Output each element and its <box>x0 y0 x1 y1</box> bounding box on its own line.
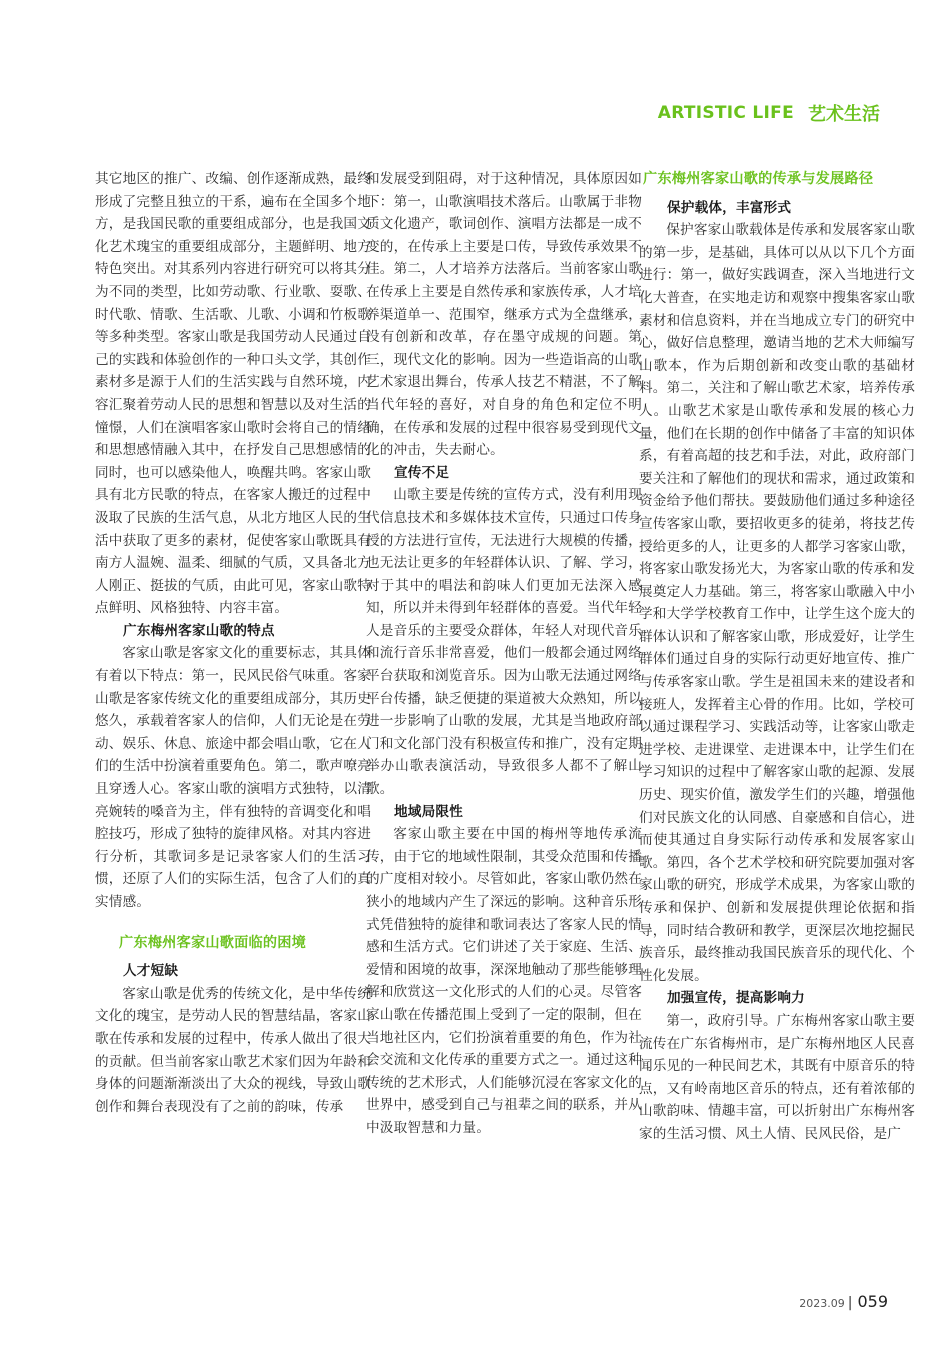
column-3 <box>639 168 915 1146</box>
page-footer <box>799 1292 888 1314</box>
header-en-title: ARTISTIC LIFE <box>657 103 794 123</box>
page-number: 059 <box>857 1292 888 1311</box>
page-header <box>658 100 880 126</box>
subheading: 保护载体，丰富形式 <box>667 199 792 216</box>
header-cn-title: 艺术生活 <box>808 104 880 125</box>
section-heading: 广东梅州客家山歌面临的困境 <box>119 934 307 951</box>
subheading: 人才短缺 <box>123 963 179 980</box>
body-paragraph: 其它地区的推广、改编、创作逐渐成熟，最终形成了完整且独立的干系，遍布在全国多个地方，是我国民歌的重要组成部分，也是我国文化艺术瑰宝的重要组成部分，主题鲜明、地方特色突出。对其系列内容进行研究可以将其分为不同的类型，比如劳动歌、行业歌、耍歌、时代歌、情歌、生活歌、儿歌、小调和竹板歌等多种类型。客家山歌是我国劳动人民通过自己的实践和体验创作的一种口头文学，其创作素材多是源于人们的生活实践与自然环境，内容汇聚着劳动人民的思想和智慧以及对生活的憧憬，人们在演唱客家山歌时会将自己的情绪和思想感情融入其中，在抒发自己思想感情的同时，也可以感染他人，唤醒共鸣。客家山歌具有北方民歌的特点，在客家人搬迁的过程中汲取了民族的生活气息，从北方地区人民的生活中获取了更多的素材，促使客家山歌既具有南方人温婉、温柔、细腻的气质，又具备北方人刚正、挺拔的气质，由此可见，客家山歌特点鲜明、风格独特、内容丰富。 <box>95 171 371 617</box>
subheading: 宣传不足 <box>394 464 450 481</box>
subheading: 加强宣传，提高影响力 <box>667 990 805 1007</box>
footer-divider: | <box>847 1295 853 1311</box>
issue-date: 2023.09 <box>799 1297 845 1310</box>
body-paragraph: 山歌主要是传统的宣传方式，没有利用现代信息技术和多媒体技术宣传，只通过口传身授的方法进行宣传，无法进行大规模的传播，也无法让更多的年轻群体认识、了解、学习，对于其中的唱法和韵味人们更加无法深入感知，所以并未得到年轻群体的喜爱。当代年轻人是音乐的主要受众群体，年轻人对现代音乐和流行音乐非常喜爱，他们一般都会通过网络平台获取和浏览音乐。因为山歌无法通过网络平台传播，缺乏便捷的渠道被大众熟知，所以进一步影响了山歌的发展，尤其是当地政府部门和文化部门没有积极宣传和推广，没有定期举办山歌表演活动，导致很多人都不了解山歌。 <box>366 487 642 798</box>
subheading: 广东梅州客家山歌的特点 <box>123 622 275 639</box>
column-2 <box>366 168 642 1140</box>
body-paragraph: 保护客家山歌载体是传承和发展客家山歌的第一步，是基础，具体可以从以下几个方面进行：第一，做好实践调查，深入当地进行文化大普查，在实地走访和观察中搜集客家山歌素材和信息资料，并在当地成立专门的研究中心，做好信息整理，邀请当地的艺术大师编写山歌本，作为后期创新和改变山歌的基础材料。第二，关注和了解山歌艺术家，培养传承人。山歌艺术家是山歌传承和发展的核心力量，他们在长期的创作中储备了丰富的知识体系，有着高超的技艺和手法，对此，政府部门要关注和了解他们的现状和需求，通过政策和资金给予他们帮扶。要鼓励他们通过多种途径宣传客家山歌，要招收更多的徒弟，将技艺传授给更多的人，让更多的人都学习客家山歌，将客家山歌发扬光大，为客家山歌的传承和发展奠定人力基础。第三，将客家山歌融入中小学和大学学校教育工作中，让学生这个庞大的群体认识和了解客家山歌，形成爱好，让学生群体们通过自身的实际行动更好地宣传、推广与传承客家山歌。学生是祖国未来的建设者和接班人，发挥着主心骨的作用。比如，学校可以通过课程学习、实践活动等，让客家山歌走进学校、走进课堂、走进课本中，让学生们在学习知识的过程中了解客家山歌的起源、发展历史、现实价值，激发学生们的兴趣，增强他们对民族文化的认同感、自豪感和自信心，进而使其通过自身实际行动传承和发展客家山歌。第四，各个艺术学校和研究院要加强对客家山歌的研究，形成学术成果，为客家山歌的传承和保护、创新和发展提供理论依据和指导，同时结合教研和教学，更深层次地挖掘民族音乐，最终推动我国民族音乐的现代化、个性化发展。 <box>639 222 915 984</box>
body-paragraph: 客家山歌是优秀的传统文化，是中华传统文化的瑰宝，是劳动人民的智慧结晶，客家山歌在传承和发展的过程中，传承人做出了很大的贡献。但当前客家山歌艺术家们因为年龄和身体的问题渐渐淡出了大众的视线，导致山歌创作和舞台表现没有了之前的韵味，传承 <box>95 985 371 1115</box>
subheading: 地域局限性 <box>394 803 463 820</box>
body-paragraph: 和发展受到阻碍，对于这种情况，具体原因如下：第一，山歌演唱技术落后。山歌属于非物质文化遗产，歌词创作、演唱方法都是一成不变的，在传承上主要是口传，导致传承效果不佳。第二，人才培养方法落后。当前客家山歌在传承上主要是自然传承和家族传承，人才培养渠道单一、范围窄，继承方式为全盘继承，没有创新和改革，存在墨守成规的问题。第三，现代文化的影响。因为一些造诣高的山歌艺术家退出舞台，传承人技艺不精湛，不了解当代年轻的喜好，对自身的角色和定位不明确，在传承和发展的过程中很容易受到现代文化的冲击，失去耐心。 <box>366 171 642 459</box>
body-paragraph: 第一，政府引导。广东梅州客家山歌主要流传在广东省梅州市，是广东梅州地区人民喜闻乐见的一种民间艺术，其既有中原音乐的特点，又有岭南地区音乐的特点，还有着浓郁的山歌韵味、情趣丰富，可以折射出广东梅州客家的生活习惯、风土人情、民风民俗，是广 <box>639 1012 915 1142</box>
column-1 <box>95 168 371 1118</box>
body-paragraph: 客家山歌主要在中国的梅州等地传承流传，由于它的地域性限制，其受众范围和传播的广度相对较小。尽管如此，客家山歌仍然在狭小的地域内产生了深远的影响。这种音乐形式凭借独特的旋律和歌词表达了客家人民的情感和生活方式。它们讲述了关于家庭、生活、爱情和困境的故事，深深地触动了那些能够理解和欣赏这一文化形式的人们的心灵。尽管客家山歌在传播范围上受到了一定的限制，但在当地社区内，它们扮演着重要的角色，作为社会交流和文化传承的重要方式之一。通过这种传统的艺术形式，人们能够沉浸在客家文化的世界中，感受到自己与祖辈之间的联系，并从中汲取智慧和力量。 <box>366 826 642 1136</box>
section-heading: 广东梅州客家山歌的传承与发展路径 <box>643 171 874 187</box>
body-paragraph: 客家山歌是客家文化的重要标志，其具体有着以下特点：第一，民风民俗气味重。客家山歌是客家传统文化的重要组成部分，其历史悠久，承载着客家人的信仰，人们无论是在劳动、娱乐、休息、旅途中都会唱山歌，它在人们的生活中扮演着重要角色。第二，歌声嘹亮且穿透人心。客家山歌的演唱方式独特，以清亮婉转的嗓音为主，伴有独特的音调变化和唱腔技巧，形成了独特的旋律风格。对其内容进行分析，其歌词多是记录客家人们的生活习惯，还原了人们的实际生活，包含了人们的真实情感。 <box>95 645 371 910</box>
